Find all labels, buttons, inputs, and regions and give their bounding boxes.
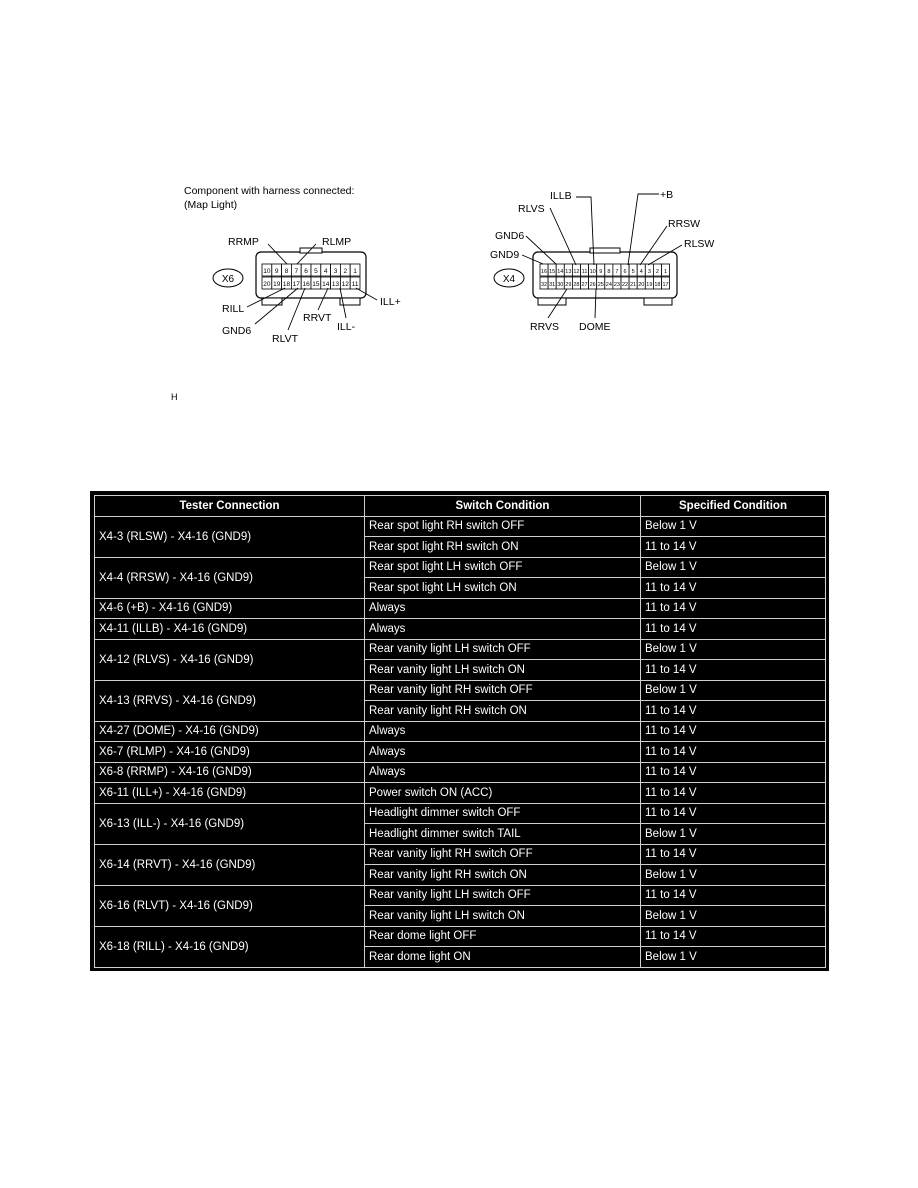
pin-number: 16 — [302, 281, 310, 288]
cell-tester-connection: X4-4 (RRSW) - X4-16 (GND9) — [95, 557, 365, 598]
pin-number: 6 — [304, 268, 308, 275]
cell-specified-condition: Below 1 V — [641, 865, 826, 886]
table-row — [95, 762, 826, 783]
pin-number: 15 — [549, 269, 556, 275]
cell-switch-condition: Rear vanity light RH switch ON — [365, 865, 641, 886]
table-row — [95, 557, 826, 578]
cell-specified-condition: 11 to 14 V — [641, 742, 826, 763]
cell-switch-condition: Headlight dimmer switch TAIL — [365, 824, 641, 845]
cell-switch-condition: Rear vanity light LH switch ON — [365, 906, 641, 927]
label-x6-ill-plus: ILL+ — [380, 296, 401, 308]
pin-number: 27 — [581, 282, 588, 288]
pin-number: 28 — [573, 282, 580, 288]
cell-specified-condition: 11 to 14 V — [641, 537, 826, 558]
cell-specified-condition: 11 to 14 V — [641, 721, 826, 742]
cell-specified-condition: 11 to 14 V — [641, 660, 826, 681]
cell-switch-condition: Rear dome light OFF — [365, 926, 641, 947]
cell-specified-condition: Below 1 V — [641, 947, 826, 968]
cell-specified-condition: Below 1 V — [641, 639, 826, 660]
label-x4-rrsw: RRSW — [668, 218, 701, 230]
figure-caption-line2: (Map Light) — [184, 199, 238, 211]
pin-number: 14 — [322, 281, 330, 288]
pin-number: 18 — [654, 282, 661, 288]
label-x6-gnd6: GND6 — [222, 325, 252, 337]
pin-number: 3 — [647, 269, 651, 275]
cell-switch-condition: Always — [365, 742, 641, 763]
label-x4-gnd9: GND9 — [490, 249, 520, 261]
cell-specified-condition: Below 1 V — [641, 906, 826, 927]
label-x6-rill: RILL — [222, 303, 245, 315]
pin-number: 32 — [540, 282, 548, 288]
pin-number: 5 — [314, 268, 318, 275]
specification-table-frame — [90, 491, 829, 971]
pin-number: 30 — [557, 282, 564, 288]
table-row — [95, 680, 826, 701]
cell-switch-condition: Rear vanity light RH switch OFF — [365, 844, 641, 865]
cell-specified-condition: Below 1 V — [641, 516, 826, 537]
label-x6-rrmp: RRMP — [228, 236, 259, 248]
pin-number: 25 — [597, 282, 604, 288]
cell-switch-condition: Rear vanity light LH switch OFF — [365, 639, 641, 660]
pin-number: 5 — [631, 269, 635, 275]
cell-tester-connection: X6-13 (ILL-) - X4-16 (GND9) — [95, 803, 365, 844]
pin-number: 9 — [599, 269, 603, 275]
pin-number: 16 — [540, 269, 548, 275]
pin-number: 1 — [664, 269, 668, 275]
cell-switch-condition: Rear spot light RH switch OFF — [365, 516, 641, 537]
pin-number: 7 — [294, 268, 299, 275]
pin-number: 23 — [613, 282, 621, 288]
table-row — [95, 926, 826, 947]
pin-number: 7 — [615, 269, 619, 275]
pin-number: 18 — [282, 281, 291, 288]
pin-number: 17 — [292, 281, 300, 288]
pin-number: 29 — [565, 282, 572, 288]
label-x4-plus-b: +B — [660, 189, 674, 201]
connector-x6-id: X6 — [221, 274, 235, 285]
cell-tester-connection: X6-7 (RLMP) - X4-16 (GND9) — [95, 742, 365, 763]
cell-tester-connection: X6-18 (RILL) - X4-16 (GND9) — [95, 926, 365, 967]
table-row — [95, 639, 826, 660]
pin-number: 26 — [589, 282, 596, 288]
cell-switch-condition: Always — [365, 598, 641, 619]
pin-number: 13 — [565, 269, 572, 275]
cell-tester-connection: X6-16 (RLVT) - X4-16 (GND9) — [95, 885, 365, 926]
cell-specified-condition: 11 to 14 V — [641, 762, 826, 783]
pin-number: 2 — [655, 269, 659, 275]
pin-number: 12 — [573, 269, 580, 275]
connector-x4 — [490, 189, 714, 333]
cell-specified-condition: 11 to 14 V — [641, 926, 826, 947]
header-tester-connection: Tester Connection — [95, 496, 365, 517]
pin-number: 13 — [331, 281, 340, 288]
cell-switch-condition: Always — [365, 619, 641, 640]
pin-number: 6 — [623, 269, 627, 275]
cell-tester-connection: X4-6 (+B) - X4-16 (GND9) — [95, 598, 365, 619]
pin-number: 2 — [343, 268, 348, 275]
label-x4-rlsw: RLSW — [684, 238, 715, 250]
cell-tester-connection: X4-13 (RRVS) - X4-16 (GND9) — [95, 680, 365, 721]
cell-switch-condition: Rear spot light RH switch ON — [365, 537, 641, 558]
pin-number: 9 — [274, 268, 279, 275]
page-marker: H — [171, 392, 178, 402]
cell-switch-condition: Power switch ON (ACC) — [365, 783, 641, 804]
cell-switch-condition: Rear vanity light RH switch ON — [365, 701, 641, 722]
cell-switch-condition: Rear spot light LH switch ON — [365, 578, 641, 599]
cell-switch-condition: Rear spot light LH switch OFF — [365, 557, 641, 578]
pin-number: 3 — [333, 268, 338, 275]
pin-number: 1 — [353, 268, 357, 275]
table-row — [95, 516, 826, 537]
pin-number: 10 — [263, 268, 271, 275]
pin-number: 20 — [638, 282, 645, 288]
pin-number: 11 — [351, 281, 359, 288]
table-row — [95, 783, 826, 804]
cell-specified-condition: 11 to 14 V — [641, 619, 826, 640]
table-row — [95, 742, 826, 763]
pin-number: 15 — [312, 281, 320, 288]
label-x4-rrvs: RRVS — [530, 321, 559, 333]
label-x4-dome: DOME — [579, 321, 611, 333]
pin-number: 4 — [639, 269, 643, 275]
pin-number: 4 — [323, 268, 328, 275]
cell-switch-condition: Rear vanity light LH switch OFF — [365, 885, 641, 906]
pin-number: 19 — [646, 282, 653, 288]
pin-number: 31 — [549, 282, 556, 288]
connector-x4-foot-right — [644, 298, 672, 305]
label-x6-rlvt: RLVT — [272, 333, 299, 345]
cell-specified-condition: Below 1 V — [641, 824, 826, 845]
cell-switch-condition: Rear vanity light RH switch OFF — [365, 680, 641, 701]
pin-number: 21 — [630, 282, 637, 288]
label-x4-rlvs: RLVS — [518, 203, 545, 215]
cell-switch-condition: Rear vanity light LH switch ON — [365, 660, 641, 681]
pin-number: 8 — [284, 268, 289, 275]
pin-number: 8 — [607, 269, 611, 275]
connector-diagram — [0, 0, 918, 360]
figure-caption-line1: Component with harness connected: — [184, 185, 355, 197]
header-switch-condition: Switch Condition — [365, 496, 641, 517]
cell-switch-condition: Headlight dimmer switch OFF — [365, 803, 641, 824]
cell-tester-connection: X6-11 (ILL+) - X4-16 (GND9) — [95, 783, 365, 804]
cell-tester-connection: X4-27 (DOME) - X4-16 (GND9) — [95, 721, 365, 742]
pin-number: 20 — [263, 281, 271, 288]
cell-specified-condition: 11 to 14 V — [641, 885, 826, 906]
connector-x4-foot-left — [538, 298, 566, 305]
connector-x4-latch — [590, 248, 620, 253]
pin-number: 12 — [341, 281, 349, 288]
pin-number: 11 — [581, 269, 588, 275]
pin-number: 10 — [589, 269, 596, 275]
pin-number: 14 — [557, 269, 564, 275]
cell-specified-condition: 11 to 14 V — [641, 783, 826, 804]
cell-specified-condition: 11 to 14 V — [641, 578, 826, 599]
cell-tester-connection: X6-14 (RRVT) - X4-16 (GND9) — [95, 844, 365, 885]
cell-specified-condition: Below 1 V — [641, 680, 826, 701]
table-row — [95, 885, 826, 906]
table-row — [95, 598, 826, 619]
label-x6-rlmp: RLMP — [322, 236, 352, 248]
cell-tester-connection: X6-8 (RRMP) - X4-16 (GND9) — [95, 762, 365, 783]
pin-number: 22 — [621, 282, 629, 288]
pin-number: 17 — [662, 282, 669, 288]
cell-specified-condition: 11 to 14 V — [641, 803, 826, 824]
table-row — [95, 803, 826, 824]
table-body — [95, 516, 826, 967]
table-row — [95, 844, 826, 865]
cell-tester-connection: X4-3 (RLSW) - X4-16 (GND9) — [95, 516, 365, 557]
cell-switch-condition: Rear dome light ON — [365, 947, 641, 968]
table-header-row — [95, 496, 826, 517]
cell-specified-condition: Below 1 V — [641, 557, 826, 578]
cell-switch-condition: Always — [365, 721, 641, 742]
pin-number: 24 — [605, 282, 612, 288]
table-row — [95, 721, 826, 742]
label-x4-illb: ILLB — [550, 190, 572, 202]
cell-specified-condition: 11 to 14 V — [641, 701, 826, 722]
header-specified-condition: Specified Condition — [641, 496, 826, 517]
connector-x4-id: X4 — [502, 274, 516, 285]
cell-tester-connection: X4-12 (RLVS) - X4-16 (GND9) — [95, 639, 365, 680]
label-x6-rrvt: RRVT — [303, 312, 332, 324]
cell-tester-connection: X4-11 (ILLB) - X4-16 (GND9) — [95, 619, 365, 640]
table-row — [95, 619, 826, 640]
pin-number: 19 — [273, 281, 281, 288]
label-x6-ill-minus: ILL- — [337, 321, 356, 333]
cell-specified-condition: 11 to 14 V — [641, 844, 826, 865]
cell-specified-condition: 11 to 14 V — [641, 598, 826, 619]
label-x4-gnd6: GND6 — [495, 230, 525, 242]
specification-table — [94, 495, 826, 968]
connector-x6 — [213, 236, 401, 345]
cell-switch-condition: Always — [365, 762, 641, 783]
